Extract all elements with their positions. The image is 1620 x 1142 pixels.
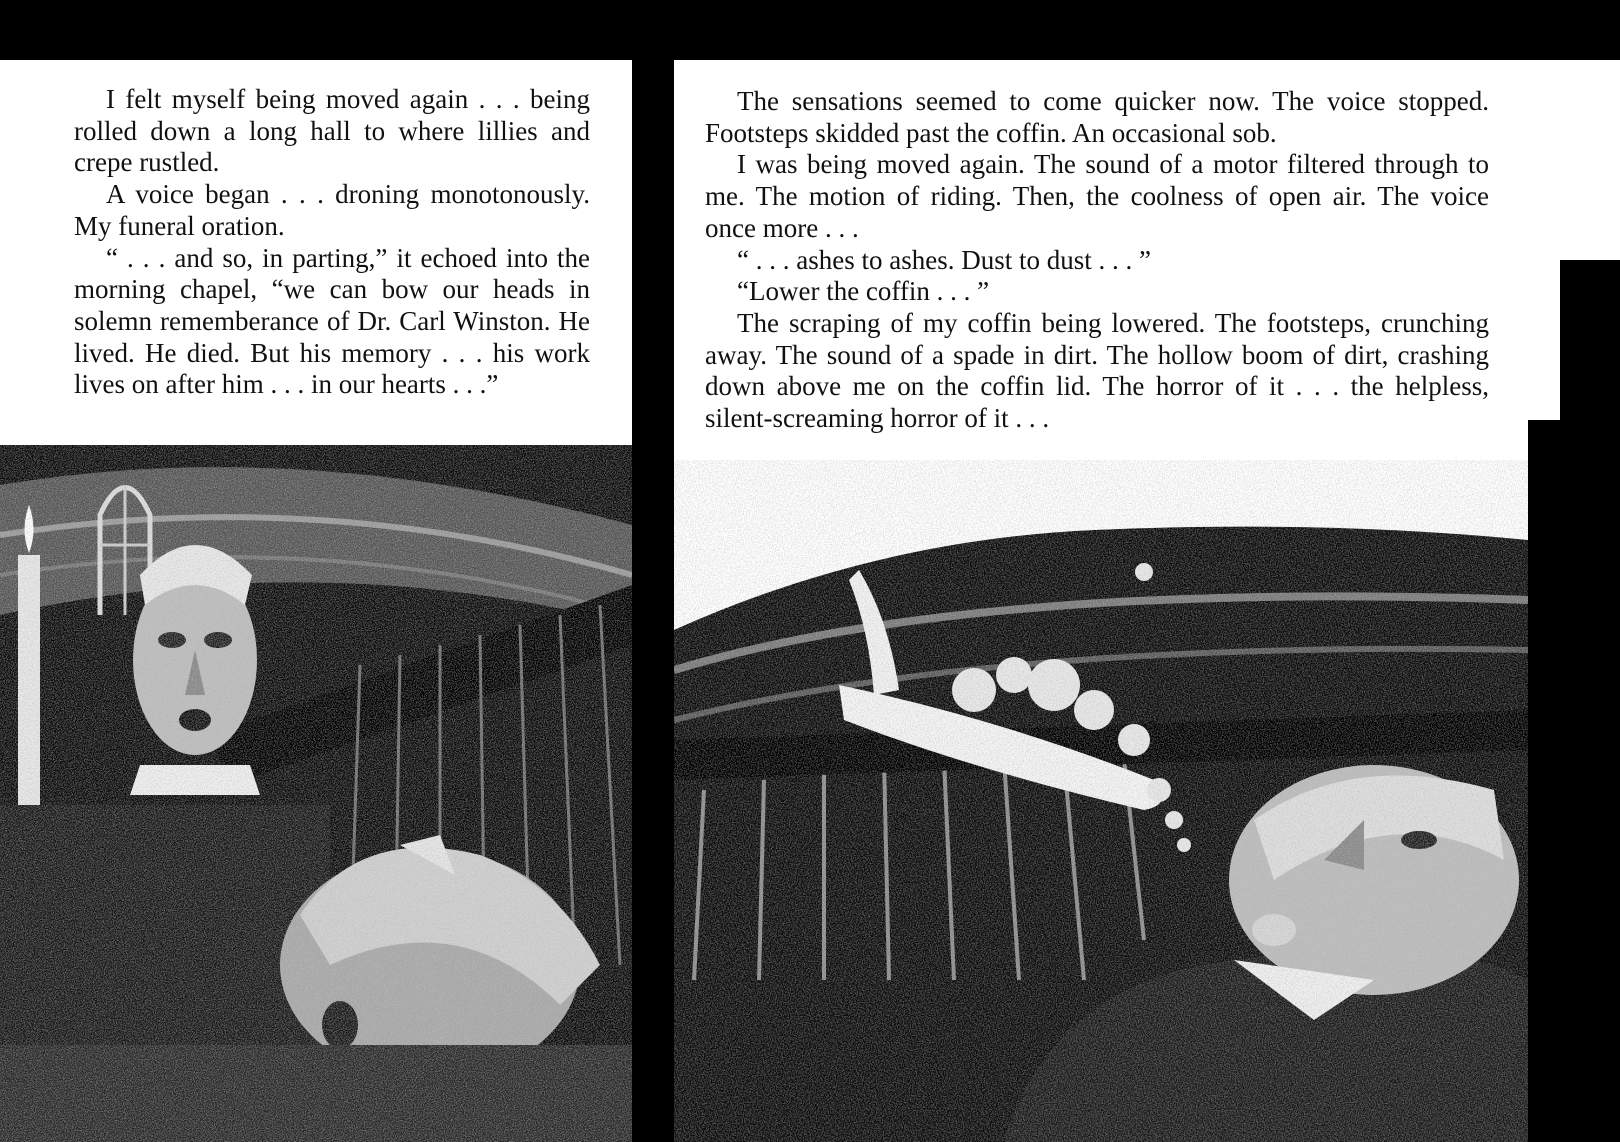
paragraph: I was being moved again. The sound of a motor filtered through to me. The motion of riding. Then, the coolness of open air. The voice once more . . . [705,149,1489,243]
right-page [674,60,1528,1142]
chapel-mourner-illustration [0,445,632,1142]
left-page-text [74,84,590,401]
grave-spade-illustration [674,460,1528,1142]
paragraph: A voice began . . . droning monotonously. My funeral oration. [74,179,590,241]
paragraph: The scraping of my coffin being lowered. The footsteps, crunching away. The sound of a spade in dirt. The hollow boom of dirt, crashing down above me on the coffin lid. The horror of it . . . the helpless, silent-screaming horror of it . . . [705,307,1489,434]
paragraph: “ . . . ashes to ashes. Dust to dust . . . ” [737,244,1151,275]
chapel-mourner-artwork [0,445,632,1142]
paragraph: I felt myself being moved again . . . being rolled down a long hall to where lillies and crepe rustled. [74,84,590,178]
paragraph: “Lower the coffin . . . ” [737,276,990,307]
paragraph: The sensations seemed to come quicker now. The voice stopped. Footsteps skidded past the coffin. An occasional sob. [705,86,1489,148]
right-page-text [705,86,1489,435]
ink-edge-shadow [1560,260,1620,420]
paragraph: “ . . . and so, in parting,” it echoed into the morning chapel, “we can bow our heads in solemn rememberance of Dr. Carl Winston. He lived. He died. But his memory . . . his work lives on after him . . . in our hearts . . .” [74,242,590,400]
left-page [0,60,632,1142]
grave-spade-artwork [674,460,1528,1142]
